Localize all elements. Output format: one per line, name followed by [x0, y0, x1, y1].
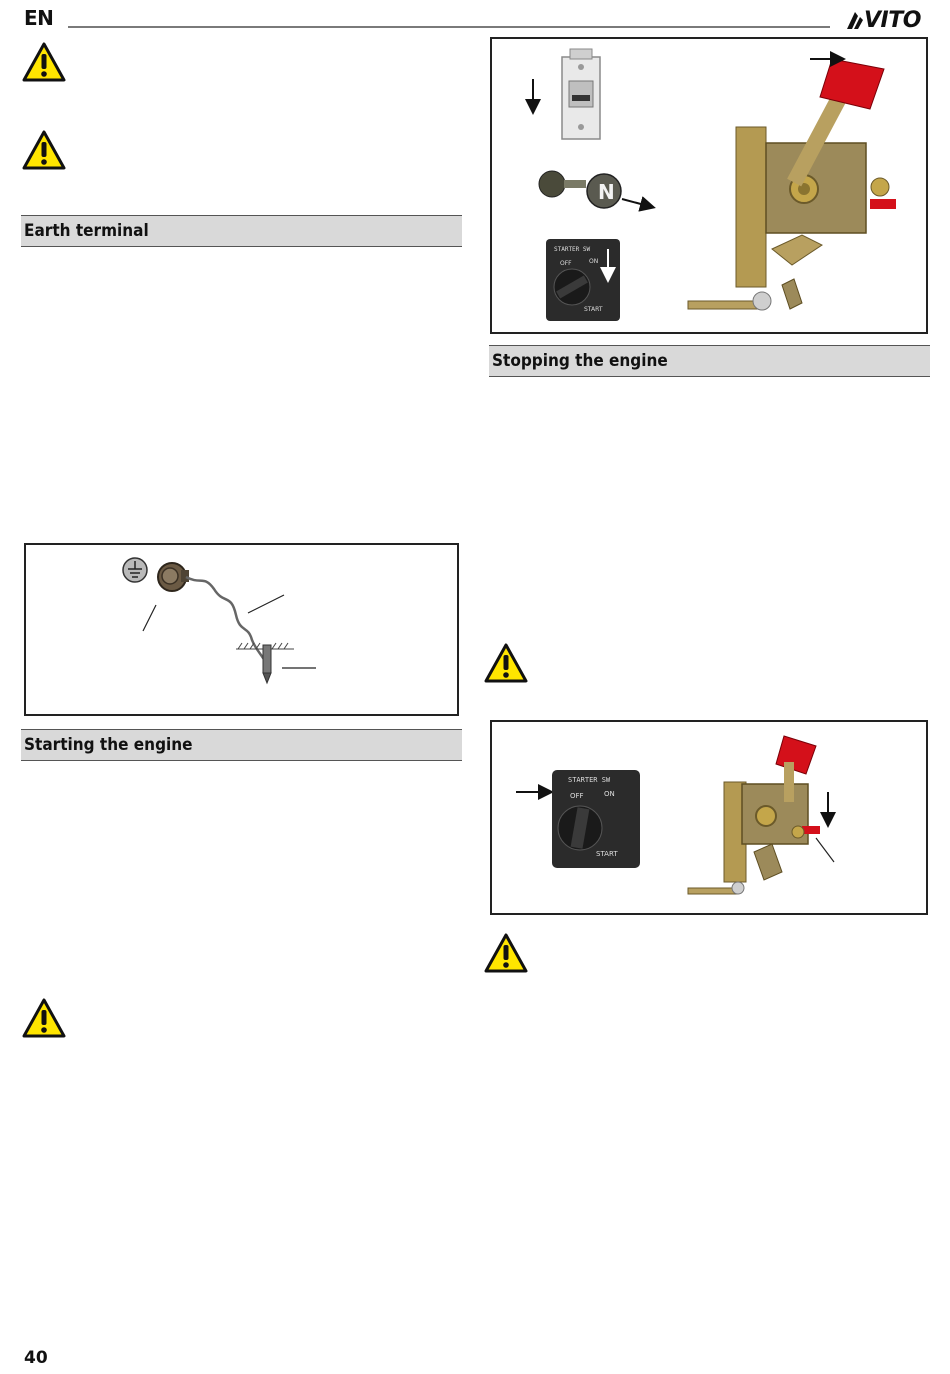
stop-lever-assembly-icon — [688, 736, 820, 894]
language-code: EN — [24, 6, 54, 30]
switch-on-label: ON — [604, 790, 615, 798]
earth-terminal-illustration — [26, 545, 457, 714]
starting-illustration — [492, 39, 926, 332]
switch-off-label: OFF — [560, 260, 572, 267]
header-rule — [68, 26, 830, 28]
throttle-knob-icon — [539, 171, 621, 208]
warning-icon — [484, 933, 528, 973]
stopping-figure — [490, 720, 928, 915]
brand-logo — [846, 7, 921, 33]
switch-start-label: START — [584, 306, 603, 313]
page-number: 40 — [24, 1348, 48, 1368]
arrow-right-icon — [622, 199, 652, 207]
warning-icon — [22, 42, 66, 82]
earth-stake-icon — [263, 645, 271, 683]
warning-icon — [484, 643, 528, 683]
starter-switch-panel-icon — [546, 239, 620, 321]
section-header-stopping-engine: Stopping the engine — [489, 345, 930, 377]
terminal-nut-icon — [158, 563, 189, 591]
knob-letter: N — [598, 180, 615, 204]
starter-switch-panel-icon — [552, 770, 640, 868]
brand-mark-icon — [846, 10, 864, 30]
switch-title: STARTER SW — [568, 776, 611, 784]
circuit-breaker-icon — [562, 49, 600, 139]
switch-title: STARTER SW — [554, 246, 591, 253]
section-header-starting-engine: Starting the engine — [21, 729, 462, 761]
brand-name: VITO — [864, 7, 921, 33]
switch-off-label: OFF — [570, 792, 584, 800]
stopping-illustration — [492, 722, 926, 913]
section-header-earth-terminal: Earth terminal — [21, 215, 462, 247]
warning-icon — [22, 130, 66, 170]
switch-on-label: ON — [589, 258, 599, 265]
switch-start-label: START — [596, 850, 618, 858]
starting-figure — [490, 37, 928, 334]
ground-symbol-icon — [123, 558, 147, 582]
stop-lever-assembly-icon — [688, 59, 896, 310]
earth-terminal-figure — [24, 543, 459, 716]
warning-icon — [22, 998, 66, 1038]
